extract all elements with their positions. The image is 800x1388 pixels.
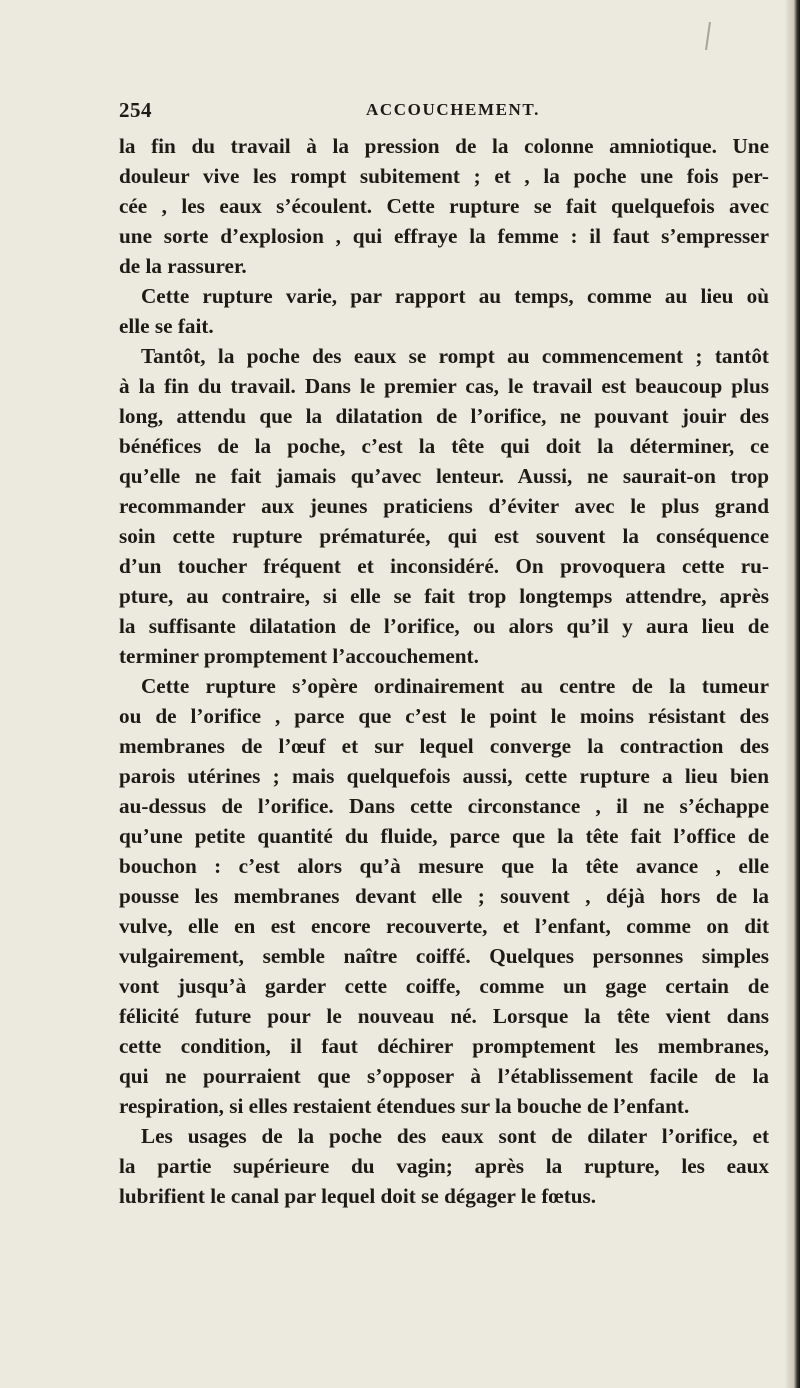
text-line: ou de l’orifice , parce que c’est le point le moins résistant des — [119, 704, 769, 728]
text-line: qui ne pourraient que s’opposer à l’établissement facile de la — [119, 1064, 769, 1088]
text-line: vont jusqu’à garder cette coiffe, comme un gage certain de — [119, 974, 769, 998]
text-line: long, attendu que la dilatation de l’orifice, ne pouvant jouir des — [119, 404, 769, 428]
text-line: la partie supérieure du vagin; après la rupture, les eaux — [119, 1154, 769, 1178]
text-line: recommander aux jeunes praticiens d’éviter avec le plus grand — [119, 494, 769, 518]
text-line: qu’elle ne fait jamais qu’avec lenteur. Aussi, ne saurait-on trop — [119, 464, 769, 488]
page-header — [119, 98, 759, 126]
text-line: soin cette rupture prématurée, qui est souvent la conséquence — [119, 524, 769, 548]
text-line: vulve, elle en est encore recouverte, et l’enfant, comme on dit — [119, 914, 769, 938]
text-line: à la fin du travail. Dans le premier cas, le travail est beaucoup plus — [119, 374, 769, 398]
body-text — [119, 131, 769, 1211]
text-line: cette condition, il faut déchirer promptement les membranes, — [119, 1034, 769, 1058]
text-line: une sorte d’explosion , qui effraye la femme : il faut s’empresser — [119, 224, 769, 248]
text-line: elle se fait. — [119, 314, 214, 338]
running-title: ACCOUCHEMENT. — [366, 100, 540, 119]
text-line: au-dessus de l’orifice. Dans cette circonstance , il ne s’échappe — [119, 794, 769, 818]
text-line: la suffisante dilatation de l’orifice, ou alors qu’il y aura lieu de — [119, 614, 769, 638]
ink-mark — [705, 22, 711, 50]
text-line: parois utérines ; mais quelquefois aussi, cette rupture a lieu bien — [119, 764, 769, 788]
text-line: respiration, si elles restaient étendues sur la bouche de l’enfant. — [119, 1094, 690, 1118]
page-edge — [786, 0, 800, 1388]
text-line: d’un toucher fréquent et inconsidéré. On provoquera cette ru- — [119, 554, 769, 578]
text-line: vulgairement, semble naître coiffé. Quelques personnes simples — [119, 944, 769, 968]
text-line: qu’une petite quantité du fluide, parce que la tête fait l’office de — [119, 824, 769, 848]
text-line: terminer promptement l’accouchement. — [119, 644, 479, 668]
text-line: de la rassurer. — [119, 254, 247, 278]
text-line: bouchon : c’est alors qu’à mesure que la tête avance , elle — [119, 854, 769, 878]
text-line: bénéfices de la poche, c’est la tête qui doit la déterminer, ce — [119, 434, 769, 458]
text-line: la fin du travail à la pression de la colonne amniotique. Une — [119, 134, 769, 158]
text-line: Les usages de la poche des eaux sont de dilater l’orifice, et — [141, 1124, 769, 1148]
text-line: cée , les eaux s’écoulent. Cette rupture se fait quelquefois avec — [119, 194, 769, 218]
text-line: Tantôt, la poche des eaux se rompt au commencement ; tantôt — [141, 344, 769, 368]
text-line: pousse les membranes devant elle ; souvent , déjà hors de la — [119, 884, 769, 908]
text-line: douleur vive les rompt subitement ; et , la poche une fois per- — [119, 164, 769, 188]
text-line: Cette rupture s’opère ordinairement au centre de la tumeur — [141, 674, 769, 698]
page-number: 254 — [119, 98, 152, 122]
text-line: pture, au contraire, si elle se fait trop longtemps attendre, après — [119, 584, 769, 608]
text-line: félicité future pour le nouveau né. Lorsque la tête vient dans — [119, 1004, 769, 1028]
text-line: membranes de l’œuf et sur lequel converge la contraction des — [119, 734, 769, 758]
text-line: Cette rupture varie, par rapport au temps, comme au lieu où — [141, 284, 769, 308]
text-line: lubrifient le canal par lequel doit se dégager le fœtus. — [119, 1184, 597, 1208]
